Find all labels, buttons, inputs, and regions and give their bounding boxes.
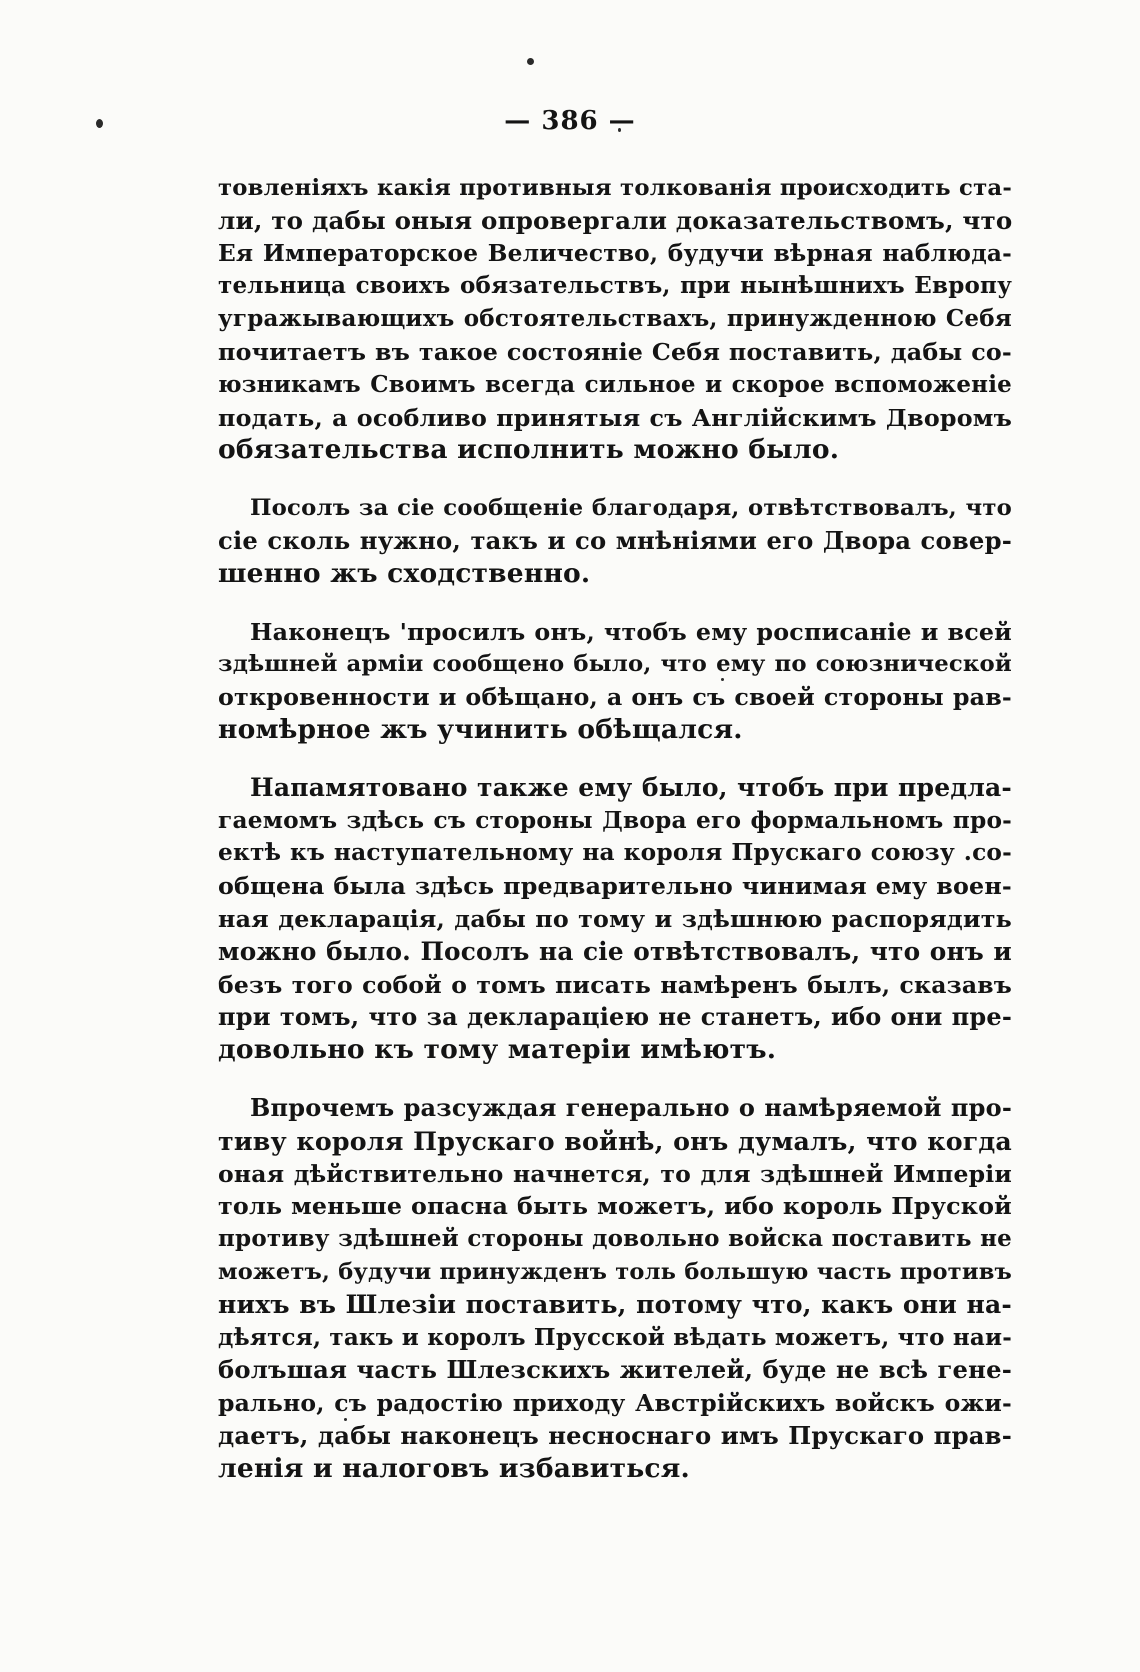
text-line: шенно жъ сходственно. [218,557,591,589]
paragraph [218,492,1012,590]
text-line: откровенности и обѣщано, а онъ съ своей стороны рав- [218,683,1012,712]
text-line: здѣшней арміи сообщено было, что ему по союзнической [218,651,1012,678]
text-line: обязательства исполнить можно было. [218,434,840,466]
text-line: Ея Императорское Величество, будучи вѣрная наблюда- [218,239,1012,267]
text-line: можно было. Посолъ на сіе отвѣтствовалъ, что онъ и [218,936,1012,966]
text-line: тиву короля Прускаго войнѣ, онъ думалъ, что когда [218,1125,1012,1156]
text-line: подать, а особливо принятыя съ Англійскимъ Дворомъ [218,403,1012,432]
text-line: нихъ въ Шлезіи поставить, потому что, какъ они на- [218,1289,1012,1319]
page-number: — 386 — [504,106,636,136]
text-line: безъ того собой о томъ писать намѣренъ былъ, сказавъ [218,970,1012,999]
text-line: при томъ, что за деклараціею не станетъ, ибо они пре- [218,1002,1012,1032]
text-line: болъшая часть Шлезскихъ жителей, буде не всѣ гене- [218,1355,1012,1385]
text-line: юзникамъ Своимъ всегда сильное и скорое вспоможеніе [218,370,1012,398]
text-line: почитаетъ въ такое состояніе Себя поставить, дабы со- [218,337,1012,366]
body-text [218,172,1012,1510]
text-line: Посолъ за сіе сообщеніе благодаря, отвѣтствовалъ, что [250,495,1012,522]
scan-speck [527,58,534,65]
text-line: ленія и налоговъ избавиться. [218,1452,690,1484]
text-line: ли, то дабы оныя опровергали доказательствомъ, что [218,205,1013,235]
paragraph [218,172,1012,467]
text-line: толь меньше опасна быть можетъ, ибо король Пруской [218,1192,1012,1221]
text-line: Впрочемъ разсуждая генерально о намѣряемой про- [250,1092,1012,1122]
text-line: рально, съ радостію приходу Австрійскихъ войскъ ожи- [218,1389,1012,1418]
text-line: противу здѣшней стороны довольно войска поставить не [218,1225,1012,1253]
text-line: оная дѣйствительно начнется, то для здѣшней Имперіи [218,1159,1012,1188]
text-line: дѣятся, такъ и королъ Прусской вѣдать можетъ, что наи- [218,1323,1012,1351]
text-line: ная декларація, дабы по тому и здѣшнюю распорядить [218,904,1012,933]
paragraph [218,772,1012,1067]
text-line: Напамятовано также ему было, чтобъ при предла- [250,772,1012,802]
text-line: угражывающихъ обстоятельствахъ, принужденною Себя [218,305,1012,333]
text-line: гаемомъ здѣсь съ стороны Двора его формальномъ про- [218,806,1012,834]
text-line: сіе сколь нужно, такъ и со мнѣніями его Двора совер- [218,525,1012,555]
paragraph [218,616,1012,747]
text-line: Наконецъ 'просилъ онъ, чтобъ ему росписаніе и всей [250,617,1012,646]
text-line: можетъ, будучи принужденъ толь большую часть противъ [218,1258,1012,1285]
text-line: ектѣ къ наступательному на короля Прускаго союзу .со- [218,839,1012,867]
text-line: общена была здѣсь предварительно чинимая ему воен- [218,872,1012,901]
text-line: номѣрное жъ учинить обѣщался. [218,713,743,745]
paragraph [218,1092,1012,1486]
text-line: товленіяхъ какія противныя толкованія происходить ста- [218,175,1012,201]
text-line: тельница своихъ обязательствъ, при нынѣшнихъ Европу [218,272,1012,300]
text-line: даетъ, дабы наконецъ несноснаго имъ Прускаго прав- [218,1420,1012,1450]
text-line: довольно къ тому матеріи имѣютъ. [218,1034,777,1066]
